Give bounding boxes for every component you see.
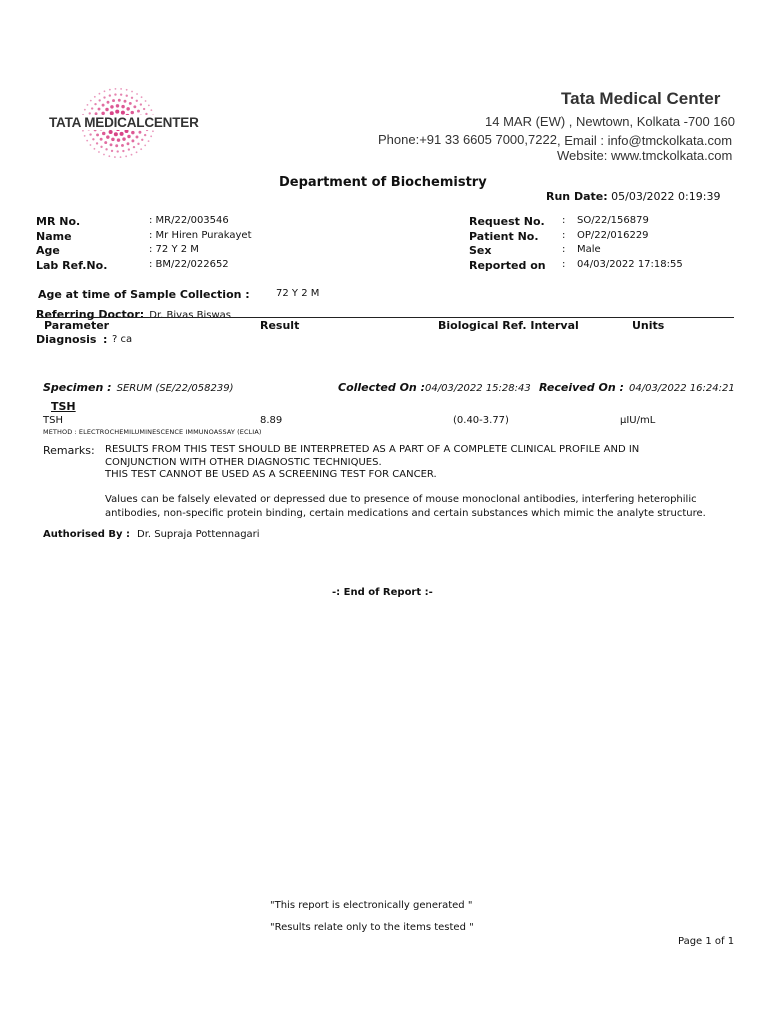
table-header-rule [36,317,734,318]
remarks-label: Remarks: [43,444,95,457]
patient-no-colon: : [562,230,566,241]
logo-dot [136,135,139,138]
logo-dot [137,110,140,113]
lab-ref-label: Lab Ref.No. [36,259,108,272]
logo-dot [150,135,152,137]
logo-dot [92,138,94,140]
logo-dot [121,105,124,108]
test-result: 8.89 [260,415,283,426]
collected-on-value: 04/03/2022 15:28:43 [425,383,531,394]
sample-age-value: 72 Y 2 M [276,288,320,299]
logo-dot [141,139,143,141]
request-no-colon: : [562,215,566,226]
logo-dot [121,144,124,147]
test-units: µIU/mL [620,415,656,426]
received-on-value: 04/03/2022 16:24:21 [628,383,735,394]
logo-dot [103,154,105,156]
logo-dot [114,132,118,136]
logo-dot [131,111,134,114]
logo-dot [114,156,116,158]
logo-dot [133,105,136,108]
logo-dot [103,96,105,98]
logo-dot [117,150,119,152]
logo-dot [117,138,120,141]
logo-dot [111,150,113,152]
logo-dot [106,135,109,138]
logo-dot [150,109,152,111]
logo-dot [129,102,132,105]
org-email: , Email : info@tmckolkata.com [557,133,733,148]
logo-dot [104,141,107,144]
logo-dot [125,155,127,157]
remarks-line-4: Values can be falsely elevated or depressed due to presence of mouse monoclonal antibodies, interfering heterophilic [105,494,697,505]
test-method: METHOD : ELECTROCHEMILUMINESCENCE IMMUNOASSAY (ECLIA) [43,428,262,436]
test-interval: (0.40-3.77) [453,415,509,426]
remarks-line-3: THIS TEST CANNOT BE USED AS A SCREENING TEST FOR CANCER. [105,469,437,480]
logo-dot [87,104,89,106]
logo-dot [90,144,92,146]
logo-dot [82,130,84,132]
logo-dot [94,96,96,98]
department-title: Department of Biochemistry [279,175,487,190]
name-value: : Mr Hiren Purakayet [149,230,252,241]
logo-dot [111,138,114,141]
authorised-label: Authorised By : [43,529,130,540]
logo-dot [122,150,124,152]
logo-dot [94,148,96,150]
logo-dot [110,143,113,146]
remarks-line-1: RESULTS FROM THIS TEST SHOULD BE INTERPRETED AS A PART OF A COMPLETE CLINICAL PROFILE AND IN [105,444,640,455]
footer-note-electronic: "This report is electronically generated " [270,900,473,911]
page-number: Page 1 of 1 [678,936,735,947]
logo-dot [114,93,116,95]
logo-dot [115,110,119,114]
logo-dot [84,135,86,137]
logo-dot [140,148,142,150]
col-parameter: Parameter [44,319,110,332]
logo-dot [94,103,96,105]
authorised-value: Dr. Supraja Pottennagari [137,529,260,540]
name-label: Name [36,230,72,243]
logo-dot [105,148,107,150]
logo-dot [144,145,146,147]
logo-dot [99,99,101,101]
end-of-report: -: End of Report :- [332,587,433,598]
patient-no-label: Patient No. [469,230,539,243]
logo-dot [143,108,145,110]
reported-on-label: Reported on [469,259,546,272]
logo-dot [109,130,113,134]
logo-dot [100,146,102,148]
logo-dot [109,94,111,96]
logo-text: TATA MEDICALCENTER [49,115,199,130]
received-on [539,376,735,395]
specimen [43,376,233,395]
specimen-label: Specimen : [43,381,112,394]
remarks-line-5: antibodies, non-specific protein binding, certain medications and certain substances which mimic the analyte structure. [105,508,706,519]
sex-label: Sex [469,244,492,257]
reported-on-colon: : [562,259,566,270]
remarks-line-2: CONJUNCTION WITH OTHER DIAGNOSTIC TECHNIQUES. [105,457,382,468]
patient-no-value: OP/22/016229 [577,230,649,241]
received-on-label: Received On : [539,381,624,394]
col-result: Result [260,319,300,332]
logo-dot [127,135,130,138]
logo-dot [96,142,98,144]
request-no-value: SO/22/156879 [577,215,649,226]
logo-dot [133,146,135,148]
logo-dot [122,137,125,140]
logo-dot [118,99,121,102]
logo-dot [112,99,115,102]
diagnosis-value: ? ca [112,334,133,345]
run-date-value: 05/03/2022 0:19:39 [611,190,721,203]
lab-ref-value: : BM/22/022652 [149,259,229,270]
referring-doctor-label: Referring Doctor: [36,308,145,321]
logo-dot [148,140,150,142]
org-name: Tata Medical Center [561,89,721,108]
logo-dot [102,132,105,135]
logo-dot [148,104,150,106]
test-section-title: TSH [51,400,76,413]
logo-dot [126,89,128,91]
logo-dot [136,100,138,102]
logo-dot [105,108,108,111]
logo-dot [99,93,101,95]
mr-no-value: : MR/22/003546 [149,215,229,226]
logo-dot [128,148,130,150]
logo-dot [109,89,111,91]
logo-dot [89,133,91,135]
logo-dot [138,131,141,134]
logo-dot [98,151,100,153]
footer-note-items: "Results relate only to the items tested " [270,922,474,933]
specimen-value: SERUM (SE/22/058239) [116,383,234,394]
logo-dot [127,142,130,145]
logo-dot [98,108,101,111]
run-date [546,190,720,203]
diagnosis-colon: : [103,333,108,346]
logo-dot [131,91,133,93]
col-interval: Biological Ref. Interval [438,319,579,332]
logo-dot [121,111,125,115]
logo-dot [137,143,139,145]
logo-dot [120,156,122,158]
logo-dot [136,151,138,153]
sex-value: Male [577,244,601,255]
logo-dot [131,97,133,99]
logo-dot [145,100,147,102]
logo-dot [102,104,105,107]
logo-dot [141,96,143,98]
logo-dot [100,138,103,141]
logo-dot [126,107,129,110]
logo-dot [84,109,86,111]
age-value: : 72 Y 2 M [149,244,199,255]
logo-dot [144,134,146,136]
logo-dot [108,155,110,157]
col-units: Units [632,319,665,332]
logo-dot [110,105,113,108]
logo-dot [115,88,117,90]
logo-dot [120,88,122,90]
logo-dot [90,100,92,102]
logo-dot [115,144,118,147]
logo-dot [152,130,154,132]
mr-no-label: MR No. [36,215,81,228]
logo-dot [131,154,133,156]
age-label: Age [36,244,60,257]
logo-dot [120,132,124,136]
logo-dot [86,140,88,142]
logo-dot [116,104,119,107]
logo-dot [104,90,106,92]
run-date-label: Run Date: [546,190,608,203]
logo-dot [126,95,128,97]
collected-on [338,376,531,395]
org-website: Website: www.tmckolkata.com [557,148,733,163]
logo-dot [140,103,142,105]
sex-colon: : [562,244,566,255]
sample-age-label: Age at time of Sample Collection : [38,288,250,301]
collected-on-label: Collected On : [338,381,425,394]
test-name: TSH [43,415,63,426]
request-no-label: Request No. [469,215,545,228]
reported-on-value: 04/03/2022 17:18:55 [577,259,683,270]
referring-doctor-value: Dr. Bivas Biswas [149,310,231,321]
logo-dot [136,93,138,95]
logo-dot [131,131,134,134]
org-phone: Phone:+91 33 6605 7000,7222 [378,132,557,147]
logo-dot [124,100,127,103]
logo-dot [120,93,122,95]
logo-dot [131,139,134,142]
logo-dot [91,107,93,109]
diagnosis-label: Diagnosis [36,333,97,346]
logo-dot [107,101,110,104]
org-address: 14 MAR (EW) , Newtown, Kolkata -700 160 [485,114,735,129]
logo-dot [96,133,99,136]
